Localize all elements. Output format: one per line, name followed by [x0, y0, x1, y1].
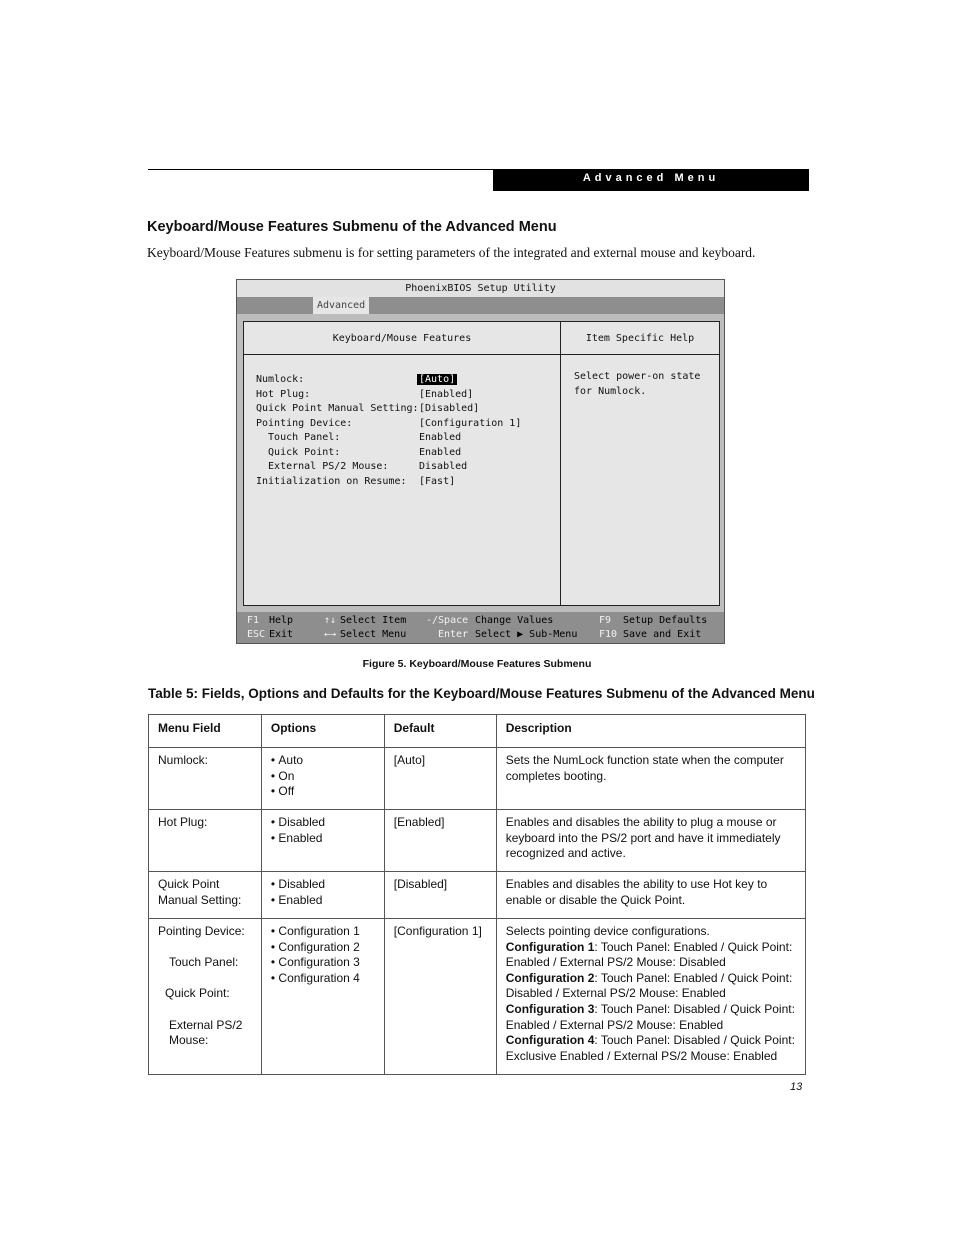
key-enter: Enter — [438, 629, 469, 640]
key-leftright: ←→ — [324, 629, 337, 640]
field-value[interactable]: [Disabled] — [419, 403, 480, 414]
option-item: • Configuration 3 — [271, 955, 375, 971]
panel-divider — [560, 322, 561, 605]
cell-field: Numlock: — [149, 748, 262, 810]
field-label: Touch Panel: — [256, 432, 341, 443]
panel-title: Keyboard/Mouse Features — [332, 333, 472, 344]
key-space: -/Space — [426, 615, 469, 626]
option-item: • Enabled — [271, 831, 375, 847]
field-value[interactable]: [Fast] — [419, 475, 456, 487]
section-title: Keyboard/Mouse Features Submenu of the Advanced Menu — [147, 219, 557, 235]
subfield-line: Mouse: — [169, 1033, 209, 1048]
field-label: Hot Plug: — [256, 388, 311, 400]
column-header: Options — [261, 715, 384, 748]
subfield-line: Touch Panel: — [169, 955, 239, 970]
bios-field-external-mouse — [256, 461, 468, 476]
key-esc-desc: Exit — [269, 629, 294, 640]
subfield-line: External PS/2 — [169, 1017, 243, 1032]
bios-field-list — [256, 374, 522, 490]
field-value[interactable]: [Configuration 1] — [419, 417, 522, 429]
cell-options — [261, 810, 384, 872]
key-f9-desc: Setup Defaults — [623, 615, 708, 626]
key-legend-row — [237, 629, 724, 643]
table-row — [149, 919, 806, 1075]
option-item: • On — [271, 769, 375, 785]
field-line: Manual Setting: — [158, 892, 242, 907]
description-intro: Selects pointing device configurations. — [505, 924, 710, 938]
cell-field — [149, 872, 262, 919]
section-band: Advanced Menu — [493, 169, 809, 191]
config-text: : Touch Panel: Disabled / Quick Point: Enabled / External PS/2 Mouse: Enabled — [505, 1001, 795, 1032]
key-enter-desc: Select ▶ Sub-Menu — [475, 629, 578, 640]
table-title: Table 5: Fields, Options and Defaults for the Keyboard/Mouse Features Submenu of the Advanced Menu — [148, 686, 815, 701]
field-label: Quick Point Manual Setting: — [256, 403, 419, 414]
config-text: : Touch Panel: Disabled / Quick Point: Exclusive Enabled / External PS/2 Mouse: Enabled — [505, 1033, 795, 1063]
config-description — [506, 940, 796, 971]
option-item: • Enabled — [271, 893, 375, 909]
bios-field-quick-point — [256, 446, 462, 462]
cell-description: Sets the NumLock function state when the computer completes booting. — [496, 748, 805, 810]
field-label: Quick Point: — [256, 446, 341, 458]
config-name: Configuration 4 — [505, 1033, 595, 1048]
cell-default: [Auto] — [384, 748, 496, 810]
cell-options — [261, 872, 384, 919]
key-esc: ESC — [247, 629, 266, 640]
subfield-line: Quick Point: — [165, 986, 230, 1001]
option-item: • Off — [271, 784, 375, 800]
bios-field-quick-point-manual[interactable] — [256, 403, 480, 418]
panel-header-line — [244, 354, 719, 355]
cell-field — [149, 919, 262, 1075]
page-number: 13 — [790, 1081, 803, 1093]
field-value[interactable]: [Auto] — [419, 374, 456, 385]
field-line: Quick Point — [158, 877, 220, 891]
header-rule — [148, 169, 493, 170]
option-item: • Configuration 1 — [271, 924, 375, 940]
column-header: Default — [384, 715, 496, 748]
option-item: • Auto — [271, 753, 375, 769]
bios-field-touch-panel — [256, 432, 462, 447]
cell-default: [Enabled] — [384, 810, 496, 872]
bios-field-numlock[interactable] — [256, 374, 456, 389]
key-f1-desc: Help — [269, 615, 294, 626]
figure-caption: Figure 5. Keyboard/Mouse Features Submenu — [362, 658, 592, 670]
item-help-text: Select power-on state for Numlock. — [574, 371, 701, 397]
key-updown-desc: Select Item — [340, 615, 407, 626]
field-value: Enabled — [419, 446, 462, 458]
field-label: Numlock: — [256, 374, 305, 385]
config-description — [506, 1033, 796, 1064]
field-line: Pointing Device: — [158, 924, 245, 938]
cell-default: [Disabled] — [384, 872, 496, 919]
cell-options — [261, 748, 384, 810]
field-value[interactable]: [Enabled] — [419, 388, 474, 400]
option-item: • Disabled — [271, 877, 375, 893]
config-name: Configuration 3 — [505, 1001, 595, 1016]
config-description — [506, 971, 796, 1002]
field-value: Enabled — [419, 432, 462, 443]
field-label: External PS/2 Mouse: — [256, 461, 389, 472]
bios-key-legend — [237, 612, 724, 643]
cell-description: Enables and disables the ability to use Hot key to enable or disable the Quick Point. — [496, 872, 805, 919]
config-name: Configuration 1 — [505, 939, 595, 954]
table-row — [149, 748, 806, 810]
bios-title-bar: PhoenixBIOS Setup Utility — [237, 280, 724, 298]
cell-default: [Configuration 1] — [384, 919, 496, 1075]
help-title: Item Specific Help — [585, 333, 695, 344]
key-f1: F1 — [247, 615, 260, 626]
table-row — [149, 810, 806, 872]
key-f10-desc: Save and Exit — [623, 629, 702, 640]
bios-menu-bar — [237, 297, 724, 314]
config-description — [506, 1002, 796, 1033]
bios-field-init-resume[interactable] — [256, 475, 456, 491]
menu-tab-advanced[interactable]: Advanced — [313, 297, 369, 314]
table-row — [149, 872, 806, 919]
bios-screen — [236, 279, 725, 644]
cell-description: Enables and disables the ability to plug a mouse or keyboard into the PS/2 port and have it immediately recognized and active. — [496, 810, 805, 872]
config-text: : Touch Panel: Enabled / Quick Point: Disabled / External PS/2 Mouse: Enabled — [505, 970, 793, 1001]
options-table — [148, 714, 806, 1075]
column-header: Menu Field — [149, 715, 262, 748]
key-leftright-desc: Select Menu — [340, 629, 407, 640]
field-value: Disabled — [419, 461, 468, 472]
config-name: Configuration 2 — [505, 970, 595, 985]
column-header: Description — [496, 715, 805, 748]
option-item: • Configuration 4 — [271, 971, 375, 987]
cell-field: Hot Plug: — [149, 810, 262, 872]
key-legend-row — [237, 615, 724, 629]
option-item: • Configuration 2 — [271, 940, 375, 956]
cell-options — [261, 919, 384, 1075]
table-header-row — [149, 715, 806, 748]
bios-main-panel — [243, 321, 720, 606]
cell-description — [496, 919, 805, 1075]
field-label: Initialization on Resume: — [256, 475, 407, 487]
key-space-desc: Change Values — [475, 615, 554, 626]
bios-field-hot-plug[interactable] — [256, 388, 474, 404]
key-f10: F10 — [599, 629, 618, 640]
bios-field-pointing-device[interactable] — [256, 417, 522, 433]
key-updown: ↑↓ — [324, 615, 337, 626]
key-f9: F9 — [599, 615, 612, 626]
intro-paragraph: Keyboard/Mouse Features submenu is for setting parameters of the integrated and external mouse and keyboard. — [147, 245, 756, 260]
option-item: • Disabled — [271, 815, 375, 831]
config-text: : Touch Panel: Enabled / Quick Point: Enabled / External PS/2 Mouse: Disabled — [505, 939, 793, 970]
field-label: Pointing Device: — [256, 417, 353, 429]
